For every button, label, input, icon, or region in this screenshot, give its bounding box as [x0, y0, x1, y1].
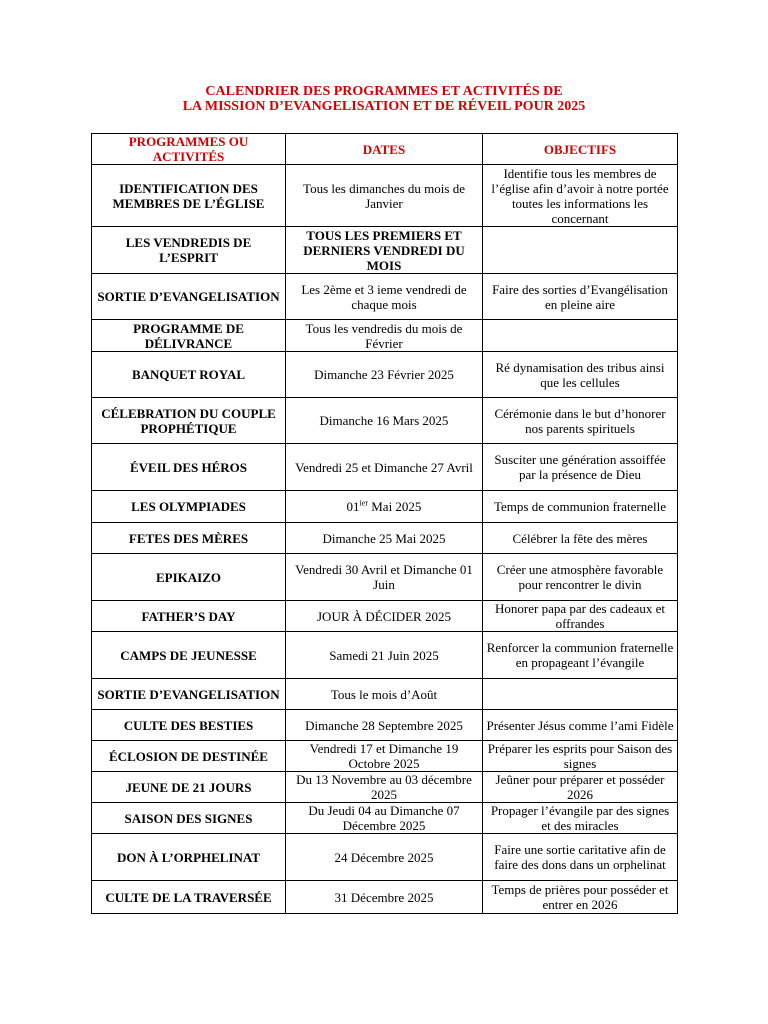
date-cell: Vendredi 30 Avril et Dimanche 01 Juin [286, 554, 483, 601]
programme-cell: CULTE DES BESTIES [92, 710, 286, 741]
objectif-cell: Honorer papa par des cadeaux et offrandes [483, 601, 678, 632]
title-line-2: LA MISSION D’EVANGELISATION ET DE RÉVEIL POUR 2025 [182, 99, 586, 114]
table-header-row [92, 134, 678, 165]
date-cell: Tous le mois d’Août [286, 679, 483, 710]
date-cell: Tous les dimanches du mois de Janvier [286, 165, 483, 227]
calendar-table [91, 133, 678, 914]
objectif-cell: Faire une sortie caritative afin de faire des dons dans un orphelinat [483, 834, 678, 881]
programme-cell: PROGRAMME DE DÉLIVRANCE [92, 320, 286, 352]
programme-cell: FATHER’S DAY [92, 601, 286, 632]
document-title [0, 84, 768, 114]
table-row [92, 398, 678, 444]
objectif-cell: Ré dynamisation des tribus ainsi que les cellules [483, 352, 678, 398]
date-ordinal: ier [359, 498, 368, 508]
objectif-cell: Temps de prières pour posséder et entrer en 2026 [483, 881, 678, 914]
header-objectifs: OBJECTIFS [483, 134, 678, 165]
programme-cell: IDENTIFICATION DES MEMBRES DE L’ÉGLISE [92, 165, 286, 227]
table-row [92, 491, 678, 523]
programme-cell: FETES DES MÈRES [92, 523, 286, 554]
date-cell: Les 2ème et 3 ieme vendredi de chaque mois [286, 274, 483, 320]
objectif-cell: Présenter Jésus comme l’ami Fidèle [483, 710, 678, 741]
date-cell: 24 Décembre 2025 [286, 834, 483, 881]
programme-cell: LES OLYMPIADES [92, 491, 286, 523]
date-cell: JOUR À DÉCIDER 2025 [286, 601, 483, 632]
table-row [92, 523, 678, 554]
table-row [92, 881, 678, 914]
objectif-cell: Cérémonie dans le but d’honorer nos parents spirituels [483, 398, 678, 444]
programme-cell: EPIKAIZO [92, 554, 286, 601]
date-cell: Vendredi 25 et Dimanche 27 Avril [286, 444, 483, 491]
objectif-cell: Créer une atmosphère favorable pour rencontrer le divin [483, 554, 678, 601]
programme-cell: SORTIE D’EVANGELISATION [92, 679, 286, 710]
date-day: 01 [346, 499, 360, 514]
programme-cell: CÉLEBRATION DU COUPLE PROPHÉTIQUE [92, 398, 286, 444]
date-cell: Tous les vendredis du mois de Février [286, 320, 483, 352]
programme-cell: SORTIE D’EVANGELISATION [92, 274, 286, 320]
programme-cell: ÉVEIL DES HÉROS [92, 444, 286, 491]
programme-cell: CULTE DE LA TRAVERSÉE [92, 881, 286, 914]
programme-cell: JEUNE DE 21 JOURS [92, 772, 286, 803]
date-cell: Dimanche 25 Mai 2025 [286, 523, 483, 554]
date-cell: Vendredi 17 et Dimanche 19 Octobre 2025 [286, 741, 483, 772]
table-row [92, 741, 678, 772]
table-row [92, 803, 678, 834]
objectif-cell: Célébrer la fête des mères [483, 523, 678, 554]
table-row [92, 834, 678, 881]
date-cell: Du 13 Novembre au 03 décembre 2025 [286, 772, 483, 803]
programme-cell: SAISON DES SIGNES [92, 803, 286, 834]
programme-cell: ÉCLOSION DE DESTINÉE [92, 741, 286, 772]
table-row [92, 444, 678, 491]
table-row [92, 320, 678, 352]
programme-cell: CAMPS DE JEUNESSE [92, 632, 286, 679]
objectif-cell: Renforcer la communion fraternelle en propageant l’évangile [483, 632, 678, 679]
table-row [92, 227, 678, 274]
programme-cell: DON À L’ORPHELINAT [92, 834, 286, 881]
date-cell: Dimanche 16 Mars 2025 [286, 398, 483, 444]
objectif-cell [483, 227, 678, 274]
objectif-cell: Propager l’évangile par des signes et des miracles [483, 803, 678, 834]
objectif-cell: Identifie tous les membres de l’église afin d’avoir à notre portée toutes les informations les concernant [483, 165, 678, 227]
date-month: Mai 2025 [367, 499, 422, 514]
objectif-cell [483, 679, 678, 710]
table-row [92, 772, 678, 803]
header-dates: DATES [286, 134, 483, 165]
date-cell [286, 491, 483, 523]
table-row [92, 165, 678, 227]
table-row [92, 632, 678, 679]
programme-cell: LES VENDREDIS DE L’ESPRIT [92, 227, 286, 274]
programme-cell: BANQUET ROYAL [92, 352, 286, 398]
table-row [92, 679, 678, 710]
table-row [92, 710, 678, 741]
date-cell: Samedi 21 Juin 2025 [286, 632, 483, 679]
objectif-cell [483, 320, 678, 352]
date-cell: Dimanche 28 Septembre 2025 [286, 710, 483, 741]
objectif-cell: Jeûner pour préparer et posséder 2026 [483, 772, 678, 803]
objectif-cell: Faire des sorties d’Evangélisation en pleine aire [483, 274, 678, 320]
table-row [92, 352, 678, 398]
objectif-cell: Préparer les esprits pour Saison des signes [483, 741, 678, 772]
date-cell: Dimanche 23 Février 2025 [286, 352, 483, 398]
objectif-cell: Susciter une génération assoiffée par la présence de Dieu [483, 444, 678, 491]
objectif-cell: Temps de communion fraternelle [483, 491, 678, 523]
title-line-1: CALENDRIER DES PROGRAMMES ET ACTIVITÉS DE [205, 84, 563, 99]
date-cell: TOUS LES PREMIERS ET DERNIERS VENDREDI DU MOIS [286, 227, 483, 274]
date-cell: 31 Décembre 2025 [286, 881, 483, 914]
table-row [92, 601, 678, 632]
header-programmes: PROGRAMMES OU ACTIVITÉS [92, 134, 286, 165]
table-row [92, 554, 678, 601]
table-row [92, 274, 678, 320]
date-cell: Du Jeudi 04 au Dimanche 07 Décembre 2025 [286, 803, 483, 834]
